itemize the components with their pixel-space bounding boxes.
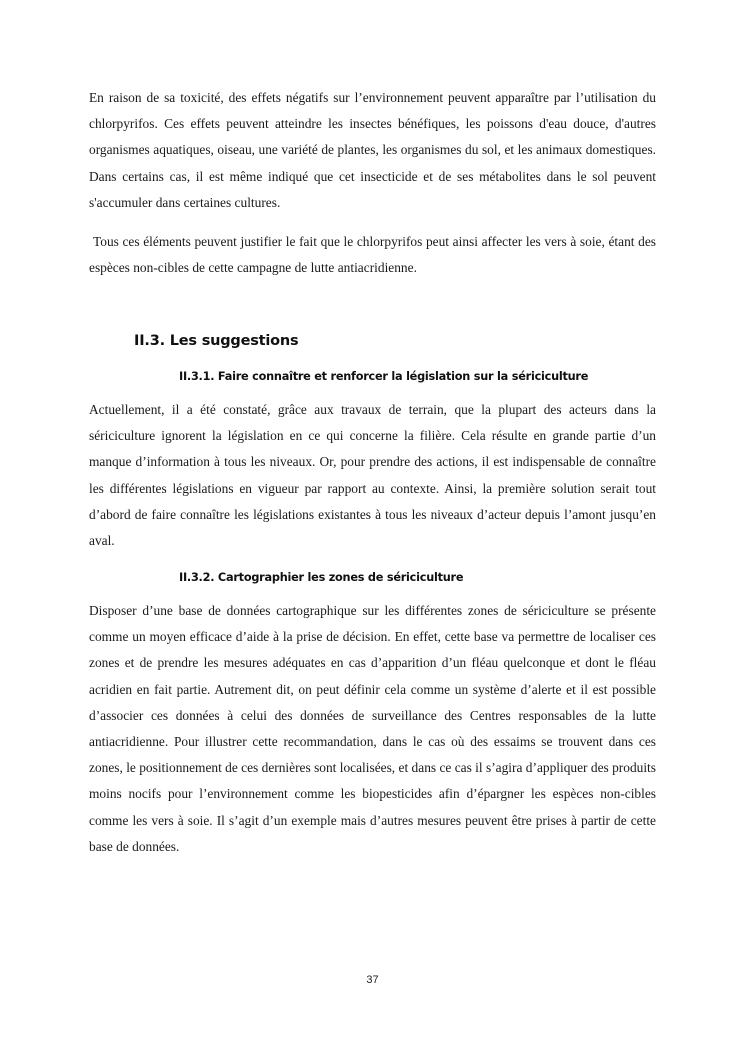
paragraph-silkworm-impact: Tous ces éléments peuvent justifier le fait que le chlorpyrifos peut ainsi affecter les vers à soie, étant des espèces non-cibles de cette campagne de lutte antiacridienne. — [89, 234, 656, 276]
section-heading: II.3. Les suggestions — [134, 333, 299, 349]
page-number: 37 — [366, 974, 379, 986]
paragraph-legislation: Actuellement, il a été constaté, grâce aux travaux de terrain, que la plupart des acteurs dans la sériciculture ignorent la législation en ce qui concerne la filière. Cela résulte en grande partie d’un manque d’information à tous les niveaux. Or, pour prendre des actions, il est indispensable de connaître les différentes législations en vigueur par rapport au contexte. Ainsi, la première solution serait tout d’abord de faire connaître les législations existantes à tous les niveaux d’acteur depuis l’amont jusqu’en aval. — [89, 402, 656, 549]
paragraph-mapping: Disposer d’une base de données cartographique sur les différentes zones de sériciculture se présente comme un moyen efficace d’aide à la prise de décision. En effet, cette base va permettre de localiser ces zones et de prendre les mesures adéquates en cas d’apparition d’un fléau quelconque et dont le fléau acridien en fait partie. Autrement dit, on peut définir cela comme un système d’alerte et il est possible d’associer ces données à celui des données de surveillance des Centres responsables de la lutte antiacridienne. Pour illustrer cette recommandation, dans le cas où des essaims se trouvent dans ces zones, le positionnement de ces dernières sont localisées, et dans ce cas il s’agira d’appliquer des produits moins nocifs pour l’environnement comme les biopesticides afin d’épargner les espèces non-cibles comme les vers à soie. Il s’agit d’un exemple mais d’autres mesures peuvent être prises à partir de cette base de données. — [89, 603, 656, 854]
subsection-heading-mapping: II.3.2. Cartographier les zones de sériciculture — [179, 571, 464, 584]
subsection-heading-legislation: II.3.1. Faire connaître et renforcer la législation sur la sériciculture — [179, 370, 589, 383]
paragraph-chlorpyrifos-effects: En raison de sa toxicité, des effets négatifs sur l’environnement peuvent apparaître par l’utilisation du chlorpyrifos. Ces effets peuvent atteindre les insectes bénéfiques, les poissons d'eau douce, d'autres organismes aquatiques, oiseau, une variété de plantes, les organismes du sol, et les animaux domestiques. Dans certains cas, il est même indiqué que cet insecticide et de ses métabolites dans le sol peuvent s'accumuler dans certaines cultures. — [89, 90, 656, 210]
